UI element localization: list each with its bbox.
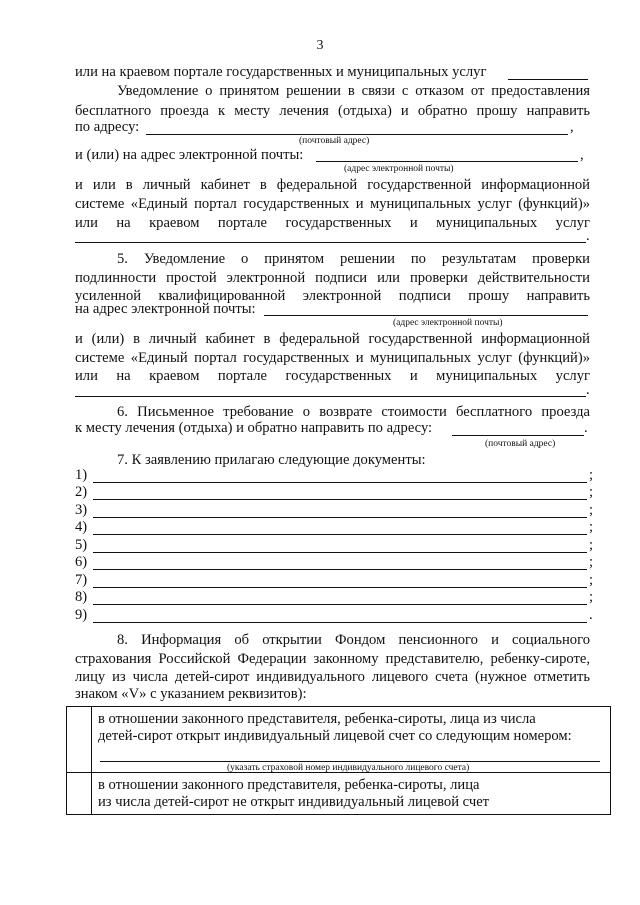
caption-postal-1: (почтовый адрес): [299, 136, 370, 146]
doc-item-field[interactable]: [93, 552, 587, 553]
p6-line1: 6. Письменное требование о возврате стоимости бесплатного проезда: [117, 404, 590, 420]
option-opened-line2: детей-сирот открыт индивидуальный лицевой счет со следующим номером:: [98, 728, 572, 744]
doc-item-end: .: [589, 607, 593, 623]
p5-line6: системе «Единый портал государственных и муниципальных услуг (функций)»: [75, 350, 590, 366]
p1-line4: по адресу:: [75, 119, 140, 135]
p1-line2: Уведомление о принятом решении в связи с отказом от предоставления: [117, 83, 590, 99]
p5-line1: 5. Уведомление о принятом решении по результатам проверки: [117, 251, 590, 267]
doc-item-number: 3): [75, 502, 88, 518]
p1-line4-end: ,: [570, 119, 574, 135]
checkbox-account-opened[interactable]: [67, 707, 92, 773]
p8-line4: знаком «V» с указанием реквизитов):: [75, 686, 307, 702]
p1-line7: системе «Единый портал государственных и муниципальных услуг (функций)»: [75, 196, 590, 212]
doc-item-end: ;: [589, 572, 594, 588]
doc-item-number: 6): [75, 554, 88, 570]
option-row-opened: [67, 707, 611, 773]
doc-item-end: ;: [589, 502, 594, 518]
p7-heading: 7. К заявлению прилагаю следующие документы:: [117, 452, 426, 468]
portal-blank-2[interactable]: [75, 242, 586, 243]
doc-item-end: ;: [589, 589, 594, 605]
p8-line3: лицу из числа детей-сирот индивидуального лицевого счета (нужное отметить: [75, 669, 590, 685]
doc-item-number: 4): [75, 519, 88, 535]
doc-item-field[interactable]: [93, 517, 587, 518]
p1-line1: или на краевом портале государственных и муниципальных услуг: [75, 64, 487, 80]
caption-email-2: (адрес электронной почты): [393, 318, 503, 328]
p8-line1: 8. Информация об открытии Фондом пенсионного и социального: [117, 632, 590, 648]
option-row-not-opened: [67, 773, 611, 815]
postal-address-field-1[interactable]: [146, 134, 568, 135]
doc-item-end: ;: [589, 537, 594, 553]
portal-blank-1[interactable]: [508, 79, 588, 80]
doc-item-field[interactable]: [93, 622, 587, 623]
p5-line7: или на краевом портале государственных и муниципальных услуг: [75, 368, 590, 384]
doc-item-field[interactable]: [93, 587, 587, 588]
caption-email-1: (адрес электронной почты): [344, 164, 454, 174]
doc-item-field[interactable]: [93, 534, 587, 535]
doc-item-field[interactable]: [93, 499, 587, 500]
doc-item-number: 7): [75, 572, 88, 588]
option-opened-line1: в отношении законного представителя, ребенка-сироты, лица из числа: [98, 711, 536, 727]
account-options-table: [66, 706, 611, 815]
doc-item-field[interactable]: [93, 604, 587, 605]
email-field-1[interactable]: [316, 161, 578, 162]
option-opened-cell: [92, 707, 611, 773]
option-not-opened-line2: из числа детей-сирот не открыт индивидуальный лицевой счет: [98, 794, 490, 810]
p6-line2-end: .: [584, 420, 588, 436]
doc-item-end: ;: [589, 554, 594, 570]
postal-address-field-2[interactable]: [452, 435, 584, 436]
p1-line9-end: .: [586, 228, 590, 244]
caption-postal-2: (почтовый адрес): [485, 439, 556, 449]
p8-line2: страхования Российской Федерации законному представителю, ребенку-сироте,: [75, 651, 590, 667]
doc-item-number: 9): [75, 607, 88, 623]
p5-line2: подлинности простой электронной подписи или проверки действительности: [75, 270, 590, 286]
p5-line3: усиленной квалифицированной электронной подписи прошу направить: [75, 288, 590, 304]
p1-line6: и или в личный кабинет в федеральной государственной информационной: [75, 177, 590, 193]
email-field-2[interactable]: [264, 315, 588, 316]
caption-snils: (указать страховой номер индивидуального лицевого счета): [227, 763, 470, 773]
doc-item-field[interactable]: [93, 482, 587, 483]
doc-item-field[interactable]: [93, 569, 587, 570]
p5-line8-end: .: [586, 382, 590, 398]
option-not-opened-cell: [92, 773, 611, 815]
doc-item-number: 2): [75, 484, 88, 500]
doc-item-number: 1): [75, 467, 88, 483]
snils-number-field[interactable]: [100, 761, 600, 762]
doc-item-end: ;: [589, 519, 594, 535]
option-not-opened-line1: в отношении законного представителя, ребенка-сироты, лица: [98, 777, 480, 793]
portal-blank-3[interactable]: [75, 396, 586, 397]
p1-line5-end: ,: [580, 147, 584, 163]
p5-line4: на адрес электронной почты:: [75, 301, 256, 317]
checkbox-account-not-opened[interactable]: [67, 773, 92, 815]
doc-item-number: 5): [75, 537, 88, 553]
doc-item-number: 8): [75, 589, 88, 605]
doc-item-end: ;: [589, 484, 594, 500]
p5-line5: и (или) в личный кабинет в федеральной государственной информационной: [75, 331, 590, 347]
p1-line5: и (или) на адрес электронной почты:: [75, 147, 304, 163]
p6-line2: к месту лечения (отдыха) и обратно направить по адресу:: [75, 420, 433, 436]
p1-line3: бесплатного проезда к месту лечения (отдыха) и обратно прошу направить: [75, 103, 590, 119]
page-number: 3: [316, 38, 324, 53]
p1-line8: или на краевом портале государственных и муниципальных услуг: [75, 215, 590, 231]
doc-item-end: ;: [589, 467, 594, 483]
